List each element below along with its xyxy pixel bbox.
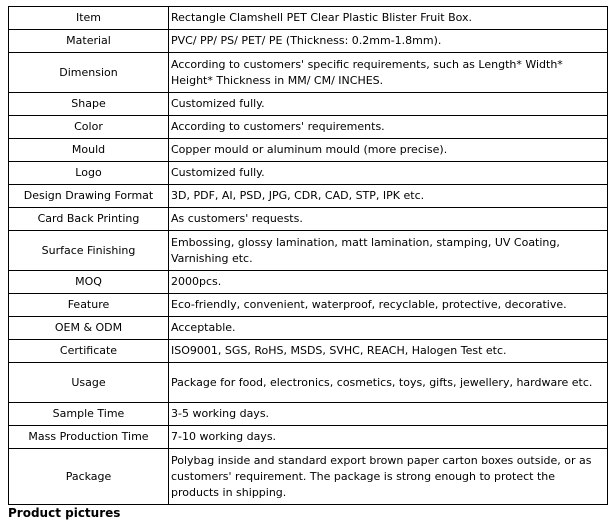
spec-value: According to customers' requirements. xyxy=(169,116,608,139)
spec-value: Customized fully. xyxy=(169,162,608,185)
table-row xyxy=(9,231,608,271)
table-row xyxy=(9,271,608,294)
table-row xyxy=(9,426,608,449)
spec-value: Polybag inside and standard export brown paper carton boxes outside, or as customers' requirement. The package is strong enough to protect the products in shipping. xyxy=(169,449,608,505)
section-heading: Product pictures xyxy=(8,506,121,520)
spec-label: Feature xyxy=(9,294,169,317)
spec-label: Color xyxy=(9,116,169,139)
table-row xyxy=(9,116,608,139)
spec-label: Shape xyxy=(9,93,169,116)
spec-label: Package xyxy=(9,449,169,505)
spec-value: Eco-friendly, convenient, waterproof, recyclable, protective, decorative. xyxy=(169,294,608,317)
spec-label: Logo xyxy=(9,162,169,185)
spec-label: Design Drawing Format xyxy=(9,185,169,208)
spec-label: Certificate xyxy=(9,340,169,363)
product-spec-table xyxy=(8,6,608,505)
spec-label: Sample Time xyxy=(9,403,169,426)
spec-label: OEM & ODM xyxy=(9,317,169,340)
table-row xyxy=(9,340,608,363)
spec-value: According to customers' specific requirements, such as Length* Width* Height* Thickness in MM/ CM/ INCHES. xyxy=(169,53,608,93)
spec-value: ISO9001, SGS, RoHS, MSDS, SVHC, REACH, Halogen Test etc. xyxy=(169,340,608,363)
spec-value: 7-10 working days. xyxy=(169,426,608,449)
spec-label: Usage xyxy=(9,363,169,403)
spec-value: 3D, PDF, AI, PSD, JPG, CDR, CAD, STP, IPK etc. xyxy=(169,185,608,208)
spec-value: PVC/ PP/ PS/ PET/ PE (Thickness: 0.2mm-1.8mm). xyxy=(169,30,608,53)
table-row xyxy=(9,139,608,162)
table-row xyxy=(9,93,608,116)
spec-value: 3-5 working days. xyxy=(169,403,608,426)
spec-value: As customers' requests. xyxy=(169,208,608,231)
table-row xyxy=(9,30,608,53)
table-row xyxy=(9,449,608,505)
spec-label: Mass Production Time xyxy=(9,426,169,449)
table-row xyxy=(9,317,608,340)
table-row xyxy=(9,403,608,426)
spec-value: Embossing, glossy lamination, matt lamination, stamping, UV Coating, Varnishing etc. xyxy=(169,231,608,271)
spec-label: Mould xyxy=(9,139,169,162)
table-row xyxy=(9,185,608,208)
spec-label: Item xyxy=(9,7,169,30)
spec-label: Surface Finishing xyxy=(9,231,169,271)
spec-value: 2000pcs. xyxy=(169,271,608,294)
spec-value: Rectangle Clamshell PET Clear Plastic Blister Fruit Box. xyxy=(169,7,608,30)
table-row xyxy=(9,294,608,317)
table-row xyxy=(9,162,608,185)
spec-value: Customized fully. xyxy=(169,93,608,116)
spec-table-body xyxy=(9,7,608,505)
spec-label: Material xyxy=(9,30,169,53)
table-row xyxy=(9,53,608,93)
spec-label: Card Back Printing xyxy=(9,208,169,231)
table-row xyxy=(9,7,608,30)
spec-value: Package for food, electronics, cosmetics, toys, gifts, jewellery, hardware etc. xyxy=(169,363,608,403)
spec-label: MOQ xyxy=(9,271,169,294)
spec-value: Copper mould or aluminum mould (more precise). xyxy=(169,139,608,162)
table-row xyxy=(9,363,608,403)
spec-label: Dimension xyxy=(9,53,169,93)
table-row xyxy=(9,208,608,231)
spec-value: Acceptable. xyxy=(169,317,608,340)
